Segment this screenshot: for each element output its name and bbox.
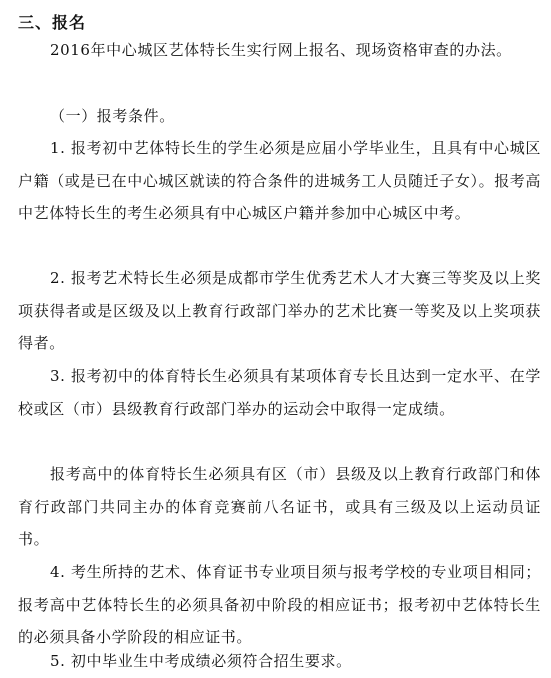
paragraph-condition-3-high-school: 报考高中的体育特长生必须具有区（市）县级及以上教育行政部门和体育行政部门共同主办的体育竞赛前八名证书，或具有三级及以上运动员证书。	[18, 465, 541, 548]
paragraph-registration-method: 2016年中心城区艺体特长生实行网上报名、现场资格审查的办法。	[50, 41, 512, 59]
paragraph-condition-4: 4. 考生所持的艺术、体育证书专业项目须与报考学校的专业项目相同；报考高中艺体特长生的必须具备初中阶段的相应证书；报考初中艺体特长生的必须具备小学阶段的相应证书。	[18, 563, 541, 646]
paragraph-subheading-conditions: （一）报考条件。	[50, 107, 175, 125]
paragraph-condition-5: 5. 初中毕业生中考成绩必须符合招生要求。	[50, 652, 352, 670]
section-heading: 三、报名	[18, 13, 87, 32]
paragraph-condition-3: 3. 报考初中的体育特长生必须具有某项体育专长且达到一定水平、在学校或区（市）县级教育行政部门举办的运动会中取得一定成绩。	[18, 367, 541, 418]
paragraph-condition-1: 1. 报考初中艺体特长生的学生必须是应届小学毕业生，且具有中心城区户籍（或是已在中心城区就读的符合条件的进城务工人员随迁子女）。报考高中艺体特长生的考生必须具有中心城区户籍并参加中心城区中考。	[18, 139, 541, 222]
paragraph-condition-2: 2. 报考艺术特长生必须是成都市学生优秀艺术人才大赛三等奖及以上奖项获得者或是区级及以上教育行政部门举办的艺术比赛一等奖及以上奖项获得者。	[18, 269, 541, 352]
